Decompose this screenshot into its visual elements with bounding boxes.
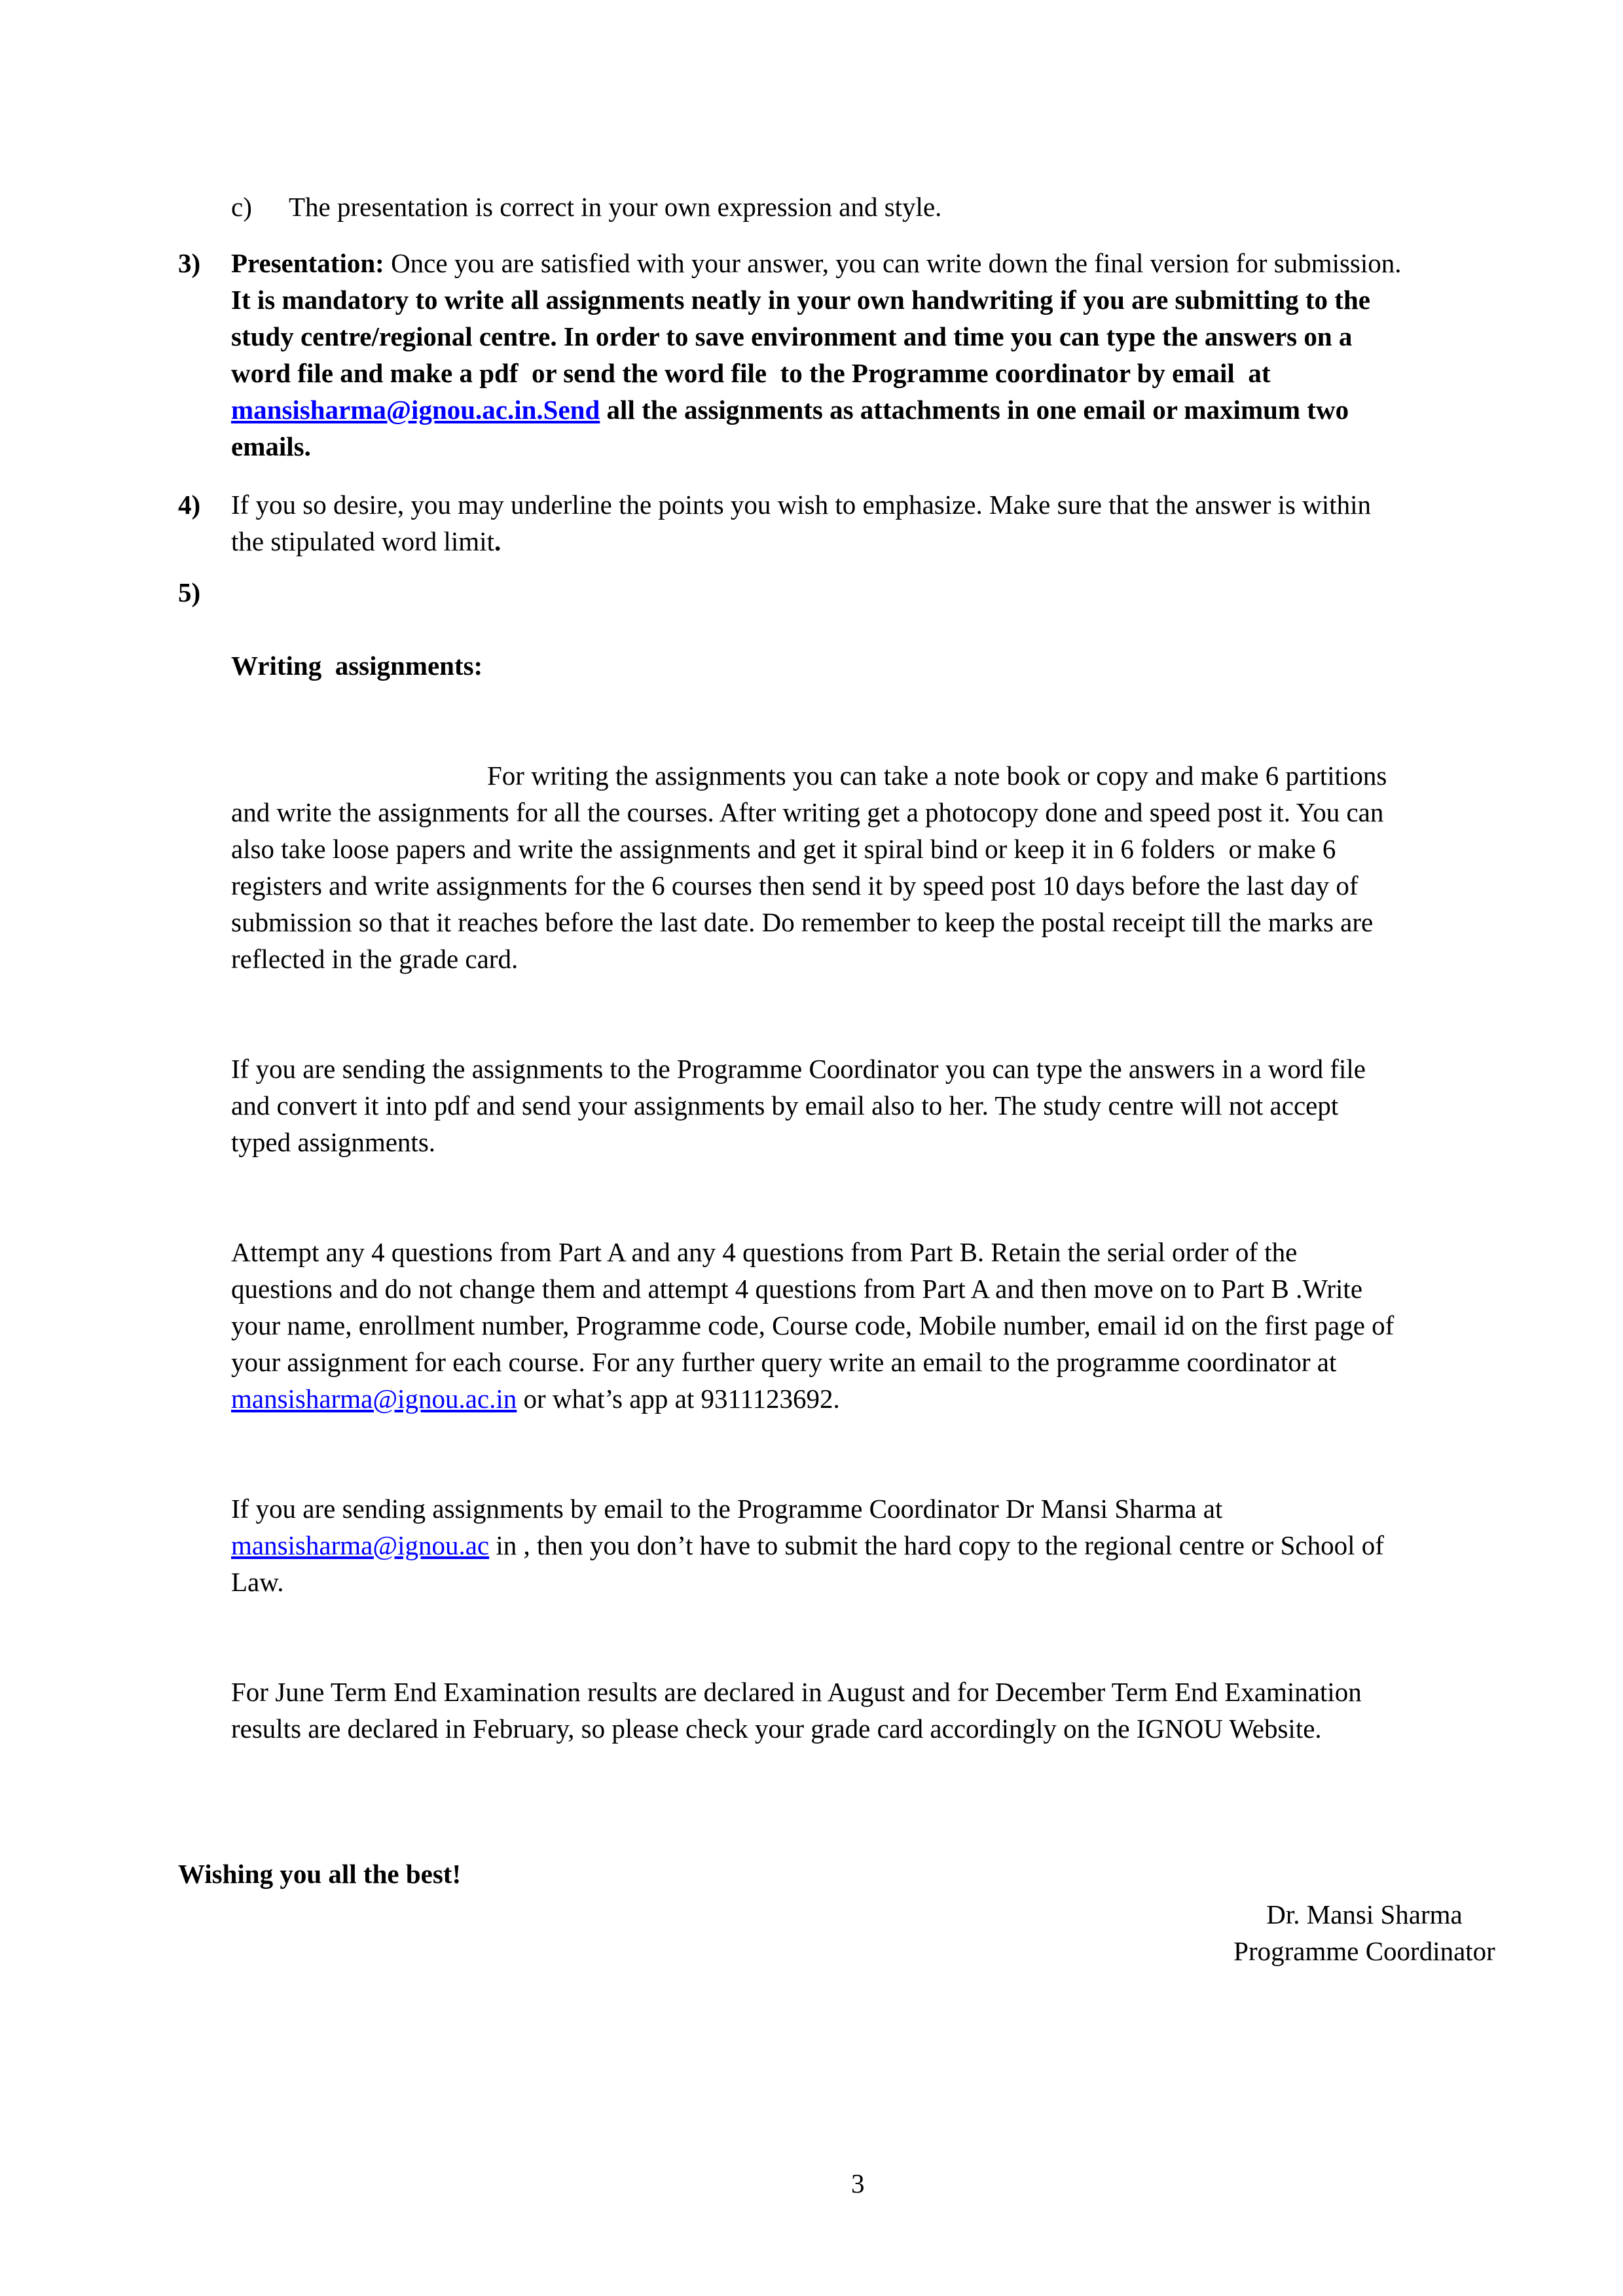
writing-paragraph-2: If you are sending the assignments to the Programme Coordinator you can type the answers in a word file and convert it into pdf and send your assignments by email also to her. The study centre will not accept typed assignments. [231,1054,1373,1157]
writing-paragraph-1: For writing the assignments you can take a note book or copy and make 6 partitions and write the assignments for all the courses. After writing get a photocopy done and speed post it. You can also take loose papers and write the assignments and get it spiral bind or keep it in 6 folders or make 6 registers and write assignments for the 6 courses then send it by speed post 10 days before the last day of submission so that it reaches before the last date. Do remember to keep the postal receipt till the marks are reflected in the grade card. [231,761,1394,974]
bold-period: . [494,526,501,556]
list-item-5-label: 5) [178,577,201,607]
list-item-4-underline [178,486,1403,560]
email-link-coordinator-send[interactable]: mansisharma@ignou.ac.in.Send [231,395,600,425]
hardcopy-exemption-text: in , then you don’t have to submit the hard copy to the regional centre or School of Law. [231,1530,1391,1597]
writing-assignments-heading: Writing assignments: [231,651,483,681]
email-link-coordinator-query[interactable]: mansisharma@ignou.ac.in [231,1384,517,1414]
presentation-bold-tail: all the assignments as attachments in one email or maximum two emails. [231,395,1356,461]
signature-block [1135,1896,1594,1969]
list-item-3-presentation [178,245,1408,465]
list-item-4-body [231,486,1403,560]
attempt-questions-text: Attempt any 4 questions from Part A and any 4 questions from Part B. Retain the serial order of the questions and do not change them and attempt 4 questions from Part A and then move on to Part B .Write your name, enrollment number, Programme code, Course code, Mobile number, email id on the first page of your assignment for each course. For any further query write an email to the programme coordinator at [231,1237,1401,1377]
signature-name: Dr. Mansi Sharma [1266,1899,1463,1929]
list-item-c-text: The presentation is correct in your own expression and style. [289,192,942,222]
closing-wish-text: Wishing you all the best! [178,1859,462,1889]
signature-title: Programme Coordinator [1233,1936,1495,1966]
writing-paragraph-5: For June Term End Examination results are declared in August and for December Term End Examination results are declared in February, so please check your grade card accordingly on the IGNOU Website. [231,1677,1369,1744]
list-item-c [231,188,1403,225]
list-item-4-label: 4) [178,490,201,520]
presentation-lead-bold: Presentation: [231,248,392,278]
list-item-3-body [231,245,1408,465]
email-submission-text: If you are sending assignments by email to the Programme Coordinator Dr Mansi Sharma at [231,1494,1230,1524]
page-content [178,188,1495,1969]
writing-paragraph-4 [231,1490,1403,1600]
writing-paragraph-3 [231,1234,1403,1417]
presentation-regular-text: Once you are satisfied with your answer, you can write down the final version for submission. [391,248,1408,278]
page-number: 3 [851,2168,865,2198]
presentation-bold-text: It is mandatory to write all assignments neatly in your own handwriting if you are submitting to the study centre/regional centre. In order to save environment and time you can type the answers on a word file and make a pdf or send the word file to the Programme coordinator by email at [231,285,1377,388]
list-item-5-body [231,574,1403,1820]
underline-points-text: If you so desire, you may underline the points you wish to emphasize. Make sure that the answer is within the stipulated word limit [231,490,1378,556]
list-item-c-label: c) [231,192,252,222]
whatsapp-number-text: or what’s app at 9311123692. [517,1384,840,1414]
list-item-5-writing-assignments [178,574,1403,1820]
list-item-3-label: 3) [178,248,201,278]
email-link-coordinator-hardcopy[interactable]: mansisharma@ignou.ac [231,1530,490,1560]
